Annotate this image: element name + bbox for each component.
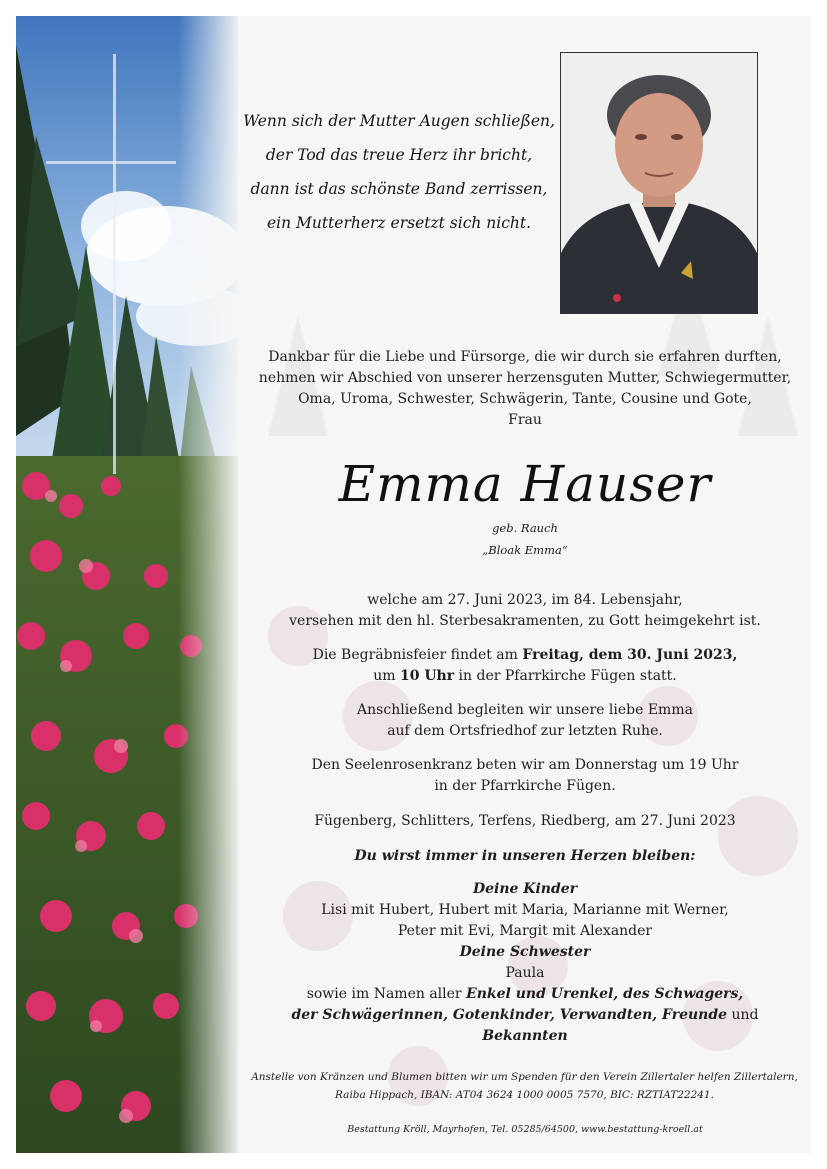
death-text xyxy=(256,590,794,632)
poem-line: der Tod das treue Herz ihr bricht, xyxy=(265,146,533,164)
poem-line: ein Mutterherz ersetzt sich nicht. xyxy=(266,214,532,232)
sister-name: Paula xyxy=(505,965,545,981)
burial-line: Anschließend begleiten wir unsere liebe Emma xyxy=(357,702,693,718)
poem xyxy=(238,104,560,240)
place-date: Fügenberg, Schlitters, Terfens, Riedberg, am 27. Juni 2023 xyxy=(314,813,736,829)
rosary-line: in der Pfarrkirche Fügen. xyxy=(434,778,616,794)
mourners xyxy=(256,879,794,1047)
intro-text xyxy=(256,347,794,431)
funeral-pre: Die Begräbnisfeier findet am xyxy=(312,647,523,663)
funeral-l2-post: in der Pfarrkirche Fügen statt. xyxy=(454,668,677,684)
others-pre: sowie im Namen aller xyxy=(306,986,467,1002)
children-line: Peter mit Evi, Margit mit Alexander xyxy=(397,923,653,939)
donation-line: Anstelle von Kränzen und Blumen bitten wir um Spenden für den Verein Zillertaler helfen Zillertalern, xyxy=(251,1071,798,1083)
deceased-name: Emma Hauser xyxy=(338,455,712,513)
funeral-date: Freitag, dem 30. Juni 2023, xyxy=(522,647,738,663)
intro-line: Oma, Uroma, Schwester, Schwägerin, Tante, Cousine und Gote, xyxy=(298,391,752,407)
others-bold3: Bekannten xyxy=(482,1028,568,1044)
portrait-image xyxy=(561,53,757,313)
motto: Du wirst immer in unseren Herzen bleiben: xyxy=(354,848,696,864)
intro-line: Dankbar für die Liebe und Fürsorge, die wir durch sie erfahren durften, xyxy=(268,349,782,365)
rosary-text xyxy=(256,755,794,797)
sister-title: Deine Schwester xyxy=(459,944,591,960)
rosary-line: Den Seelenrosenkranz beten wir am Donnerstag um 19 Uhr xyxy=(311,757,739,773)
children-line: Lisi mit Hubert, Hubert mit Maria, Marianne mit Werner, xyxy=(321,902,729,918)
donation-text xyxy=(238,1068,811,1104)
others-and: und xyxy=(727,1007,759,1023)
poem-line: Wenn sich der Mutter Augen schließen, xyxy=(243,112,555,130)
funeral-text xyxy=(256,645,794,687)
intro-line: nehmen wir Abschied von unserer herzensguten Mutter, Schwiegermutter, xyxy=(258,370,792,386)
burial-text xyxy=(256,700,794,742)
burial-line: auf dem Ortsfriedhof zur letzten Ruhe. xyxy=(387,723,663,739)
poem-line: dann ist das schönste Band zerrissen, xyxy=(250,180,548,198)
funeral-time: 10 Uhr xyxy=(399,668,455,684)
death-line: welche am 27. Juni 2023, im 84. Lebensjahr, xyxy=(367,592,683,608)
nickname: „Bloak Emma“ xyxy=(482,543,568,557)
donation-line: Raiba Hippach, IBAN: AT04 3624 1000 0005 7570, BIC: RZTIAT22241. xyxy=(335,1089,714,1101)
portrait-photo xyxy=(560,52,758,314)
birth-name: geb. Rauch xyxy=(492,521,558,535)
funeral-l2-pre: um xyxy=(373,668,400,684)
children-title: Deine Kinder xyxy=(472,881,578,897)
others-bold1: Enkel und Urenkel, des Schwagers, xyxy=(466,986,744,1002)
intro-line: Frau xyxy=(508,412,542,428)
obituary-card xyxy=(16,16,811,1153)
undertaker-info: Bestattung Kröll, Mayrhofen, Tel. 05285/64500, www.bestattung-kroell.at xyxy=(347,1124,703,1135)
others-bold2: der Schwägerinnen, Gotenkinder, Verwandten, Freunde xyxy=(291,1007,728,1023)
death-line: versehen mit den hl. Sterbesakramenten, zu Gott heimgekehrt ist. xyxy=(289,613,761,629)
